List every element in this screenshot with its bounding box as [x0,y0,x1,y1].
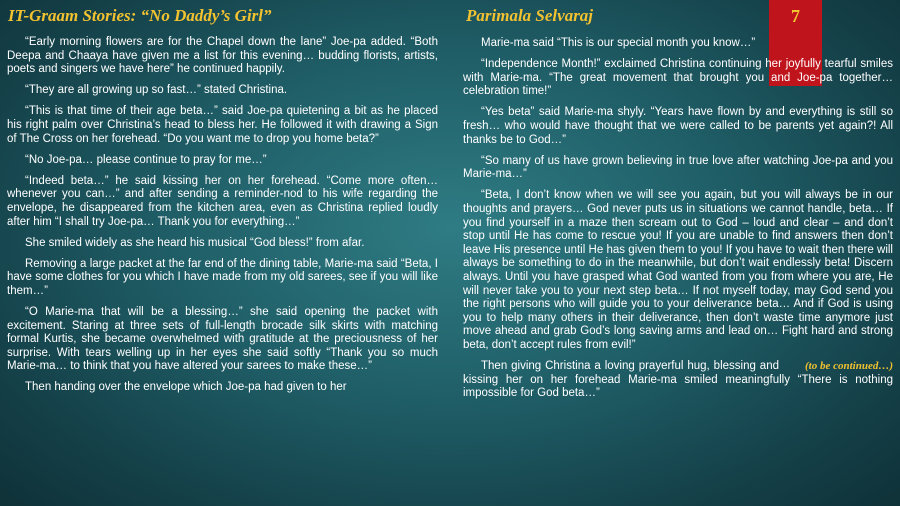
paragraph: Removing a large packet at the far end of the dining table, Marie-ma said “Beta, I have some clothes for you which I have made from my old sarees, see if you will like them…” [7,257,438,297]
author-name: Parimala Selvaraj [466,6,594,25]
paragraph: “Independence Month!” exclaimed Christina continuing her joyfully tearful smiles with Marie-ma. “The great movement that brought you and Joe-pa together… celebration time!” [463,58,893,98]
paragraph: Marie-ma said “This is our special month you know…” [481,37,756,49]
paragraph: “Indeed beta…” he said kissing her on her forehead. “Come more often… whenever you can…” and after sending a reminder-nod to his wife regarding the envelope, he disappeared from the kitchen area, even as Christina replied loudly after him “I shall try Joe-pa… Thank you for everything…” [7,174,438,228]
paragraph: “No Joe-pa… please continue to pray for me…” [25,153,267,166]
paragraph-last [463,360,893,401]
paragraph: “Beta, I don’t know when we will see you again, but you will always be in our thoughts and prayers… God never puts us in situations we cannot handle, beta… If you find yourself in a maze then scream out to God – loud and clear – and don’t stop until He has come to rescue you! If you are unable to find answers then don’t leave His presence until He has given them to you! If you have to wait then there will always be something to do in the meanwhile, but don’t wait endlessly beta! Discern always. Until you have grasped what God wanted from you from where you are, He will never take you to your next step beta… If not myself today, may God send you the right persons who will guide you to your deliverance beta… And if God is using you to help many others in their deliverance, then don’t waste time anymore just move ahead and grab God’s long saving arms and lead on… Fight hard and strong beta, don’t accept rules from evil!” [463,189,893,351]
paragraph: “Yes beta” said Marie-ma shyly. “Years have flown by and everything is still so fresh… who would have thought that we were called to be parents yet again?! All thanks be to God…” [463,106,893,146]
paragraph: Then handing over the envelope which Joe-pa had given to her [25,381,347,394]
right-column [463,37,893,408]
paragraph: “So many of us have grown believing in true love after watching Joe-pa and you Marie-ma…” [463,154,893,181]
paragraph: She smiled widely as she heard his musical “God bless!” from afar. [25,236,365,249]
left-column [7,36,438,403]
paragraph: “O Marie-ma that will be a blessing…” she said opening the packet with excitement. Staring at three sets of full-length brocade silk skirts with matching formal Kurtis, she became overwhelmed with gratitude at the preciousness of her surprise. With tears welling up in her eyes she said softly “Thank you so much Marie-ma… to think that you have altered your sarees to make these…” [7,306,438,373]
page-number: 7 [791,6,800,26]
paragraph-text: Then giving Christina a loving prayerful hug, blessing and kissing her on her forehead Marie-ma smiled meaningfully “There is nothing impossible for God beta…” [463,359,893,400]
paragraph: “They are all growing up so fast…” stated Christina. [25,84,288,97]
paragraph: “This is that time of their age beta…” said Joe-pa quietening a bit as he placed his right palm over Christina’s head to bless her. He followed it with drawing a Sign of The Cross on her forehead. “Do you want me to drop you home beta?” [7,105,438,145]
story-title: IT-Graam Stories: “No Daddy’s Girl” [8,6,272,25]
to-be-continued-label: (to be continued…) [805,359,893,372]
paragraph: “Early morning flowers are for the Chapel down the lane” Joe-pa added. “Both Deepa and Chaaya have given me a list for this evening… budding florists, artists, poets and singers we have here” he continued happily. [7,36,438,76]
